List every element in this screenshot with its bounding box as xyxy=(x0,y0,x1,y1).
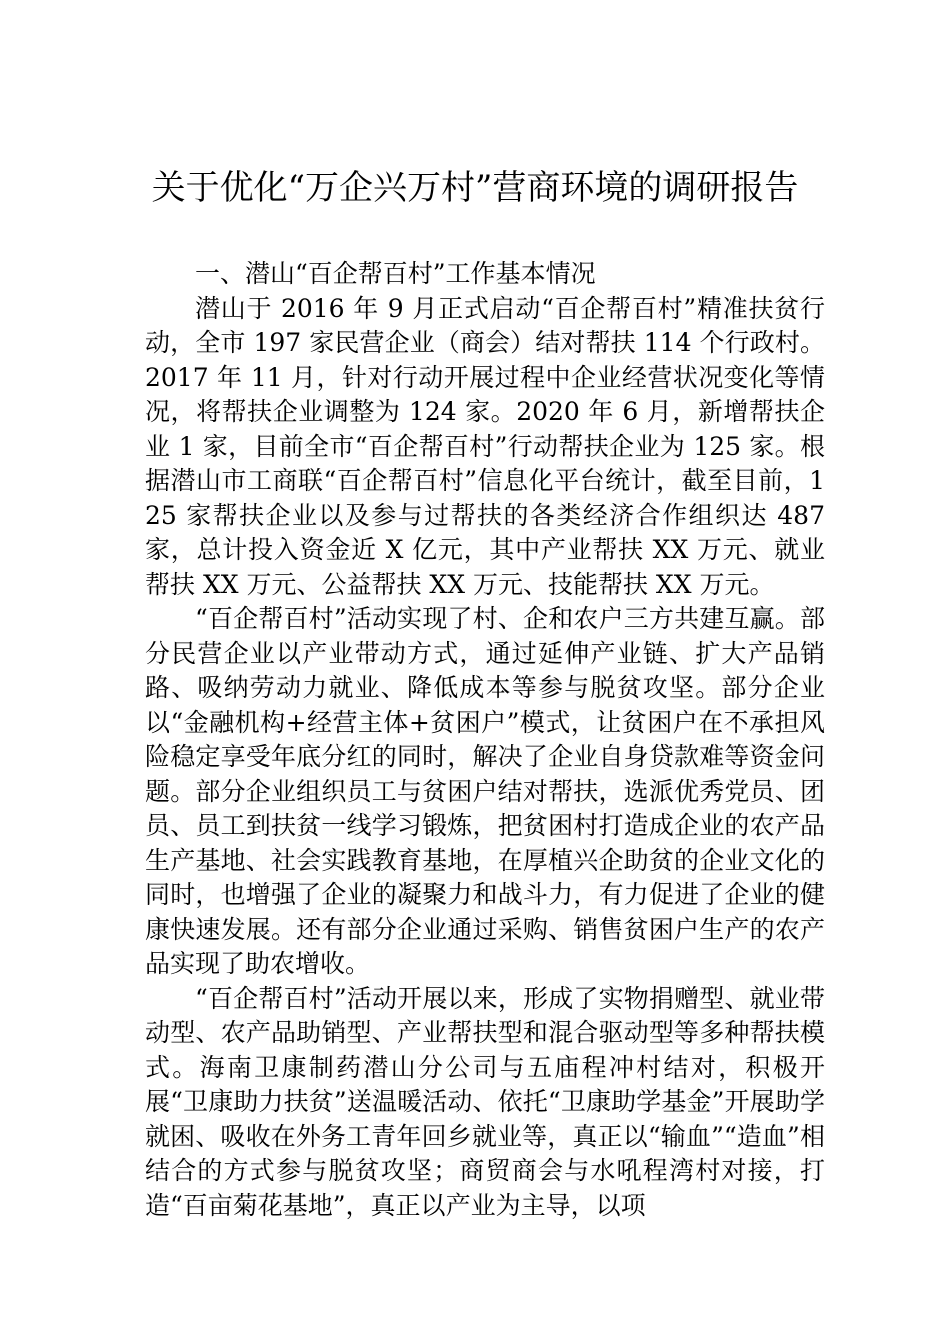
paragraph-1: 潜山于 2016 年 9 月正式启动“百企帮百村”精准扶贫行动，全市 197 家民营企业（商会）结对帮扶 114 个行政村。2017 年 11 月，针对行动开展过程中企业经营状况变化等情况，将帮扶企业调整为 124 家。2020 年 6 月，新增帮扶企业 1 家，目前全市“百企帮百村”行动帮扶企业为 125 家。根据潜山市工商联“百企帮百村”信息化平台统计，截至目前，125 家帮扶企业以及参与过帮扶的各类经济合作组织达 487 家，总计投入资金近 X 亿元，其中产业帮扶 XX 万元、就业帮扶 XX 万元、公益帮扶 XX 万元、技能帮扶 XX 万元。 xyxy=(145,293,825,599)
document-body xyxy=(145,257,825,1223)
paragraph-3: “百企帮百村”活动开展以来，形成了实物捐赠型、就业带动型、农产品助销型、产业帮扶型和混合驱动型等多种帮扶模式。海南卫康制药潜山分公司与五庙程冲村结对，积极开展“卫康助力扶贫”送温暖活动、依托“卫康助学基金”开展助学就困、吸收在外务工青年回乡就业等，真正以“输血”“造血”相结合的方式参与脱贫攻坚；商贸商会与水吼程湾村对接，打造“百亩菊花基地”，真正以产业为主导，以项 xyxy=(145,983,825,1220)
document-title: 关于优化“万企兴万村”营商环境的调研报告 xyxy=(151,168,799,208)
paragraph-2: “百企帮百村”活动实现了村、企和农户三方共建互赢。部分民营企业以产业带动方式，通过延伸产业链、扩大产品销路、吸纳劳动力就业、降低成本等参与脱贫攻坚。部分企业以“金融机构+经营主体+贫困户”模式，让贫困户在不承担风险稳定享受年底分红的同时，解决了企业自身贷款难等资金问题。部分企业组织员工与贫困户结对帮扶，选派优秀党员、团员、员工到扶贫一线学习锻炼，把贫困村打造成企业的农产品生产基地、社会实践教育基地，在厚植兴企助贫的企业文化的同时，也增强了企业的凝聚力和战斗力，有力促进了企业的健康快速发展。还有部分企业通过采购、销售贫困户生产的农产品实现了助农增收。 xyxy=(145,604,825,978)
section-heading: 一、潜山“百企帮百村”工作基本情况 xyxy=(195,259,596,288)
